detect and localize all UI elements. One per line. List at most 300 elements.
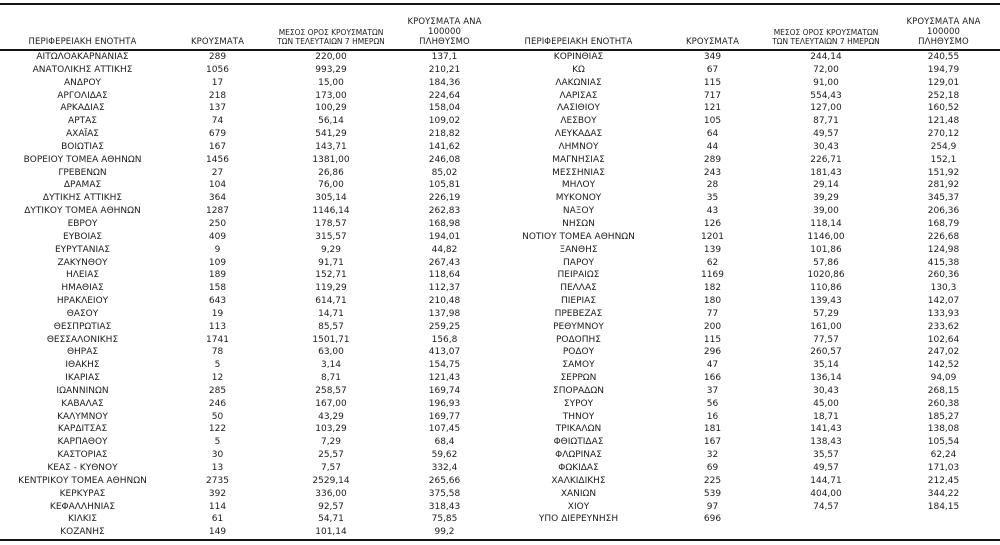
region-cell: ΙΘΑΚΗΣ xyxy=(65,360,100,371)
cases-cell: 364 xyxy=(208,193,227,204)
avg7-cell: 220,00 xyxy=(315,52,347,62)
col-header-per100k-left-line2: ΠΛΗΘΥΣΜΟ xyxy=(419,36,470,47)
cases-cell: 69 xyxy=(706,463,719,473)
cases-cell: 12 xyxy=(211,373,224,384)
avg7-cell: 1020,86 xyxy=(807,270,845,281)
region-cell: ΚΑΡΔΙΤΣΑΣ xyxy=(57,424,108,435)
table-row xyxy=(0,77,1000,90)
region-cell: ΝΑΞΟΥ xyxy=(562,206,595,217)
cases-cell: 35 xyxy=(706,193,719,204)
region-cell: ΣΕΡΡΩΝ xyxy=(560,373,597,384)
cases-cell: 2735 xyxy=(206,475,229,486)
cases-cell: 149 xyxy=(165,526,270,540)
per100k-cell: 169,77 xyxy=(428,411,461,422)
table-row xyxy=(0,205,1000,218)
col-header-per100k-left xyxy=(392,16,497,50)
avg7-cell: 167,00 xyxy=(315,398,347,409)
avg7-cell: 315,57 xyxy=(315,231,347,242)
avg7-cell: 178,57 xyxy=(315,218,347,229)
per100k-cell: 168,98 xyxy=(428,218,461,229)
avg7-cell: 18,71 xyxy=(813,411,839,422)
per100k-cell: 254,9 xyxy=(930,141,957,152)
per100k-cell: 246,08 xyxy=(428,154,461,165)
region-cell: ΤΡΙΚΑΛΩΝ xyxy=(555,424,602,435)
avg7-cell: 1146,14 xyxy=(312,206,350,217)
region-cell: ΚΑΛΥΜΝΟΥ xyxy=(57,411,108,422)
avg7-cell: 258,57 xyxy=(315,385,347,396)
avg7-cell: 15,00 xyxy=(318,77,344,88)
avg7-cell: 1501,71 xyxy=(312,334,350,345)
cases-cell: 56 xyxy=(706,398,719,409)
cases-cell: 17 xyxy=(211,77,224,88)
per100k-cell: 267,43 xyxy=(428,257,461,268)
region-cell: ΣΑΜΟΥ xyxy=(562,360,595,371)
cases-cell: 122 xyxy=(208,424,227,435)
cases-cell: 44 xyxy=(706,141,719,152)
avg7-cell: 127,00 xyxy=(810,103,842,114)
region-cell: ΣΠΟΡΑΔΩΝ xyxy=(553,385,604,396)
region-cell: ΛΗΜΝΟΥ xyxy=(558,141,599,152)
cases-cell: 16 xyxy=(706,411,719,422)
cases-cell: 30 xyxy=(211,450,224,461)
region-cell: ΔΡΑΜΑΣ xyxy=(63,180,102,191)
cases-cell: 392 xyxy=(208,488,227,499)
region-cell: ΤΗΝΟΥ xyxy=(562,411,595,422)
cases-cell: 1056 xyxy=(206,64,229,75)
col-header-region-left xyxy=(0,16,165,50)
cases-cell: 246 xyxy=(208,398,227,409)
region-cell: ΘΕΣΣΑΛΟΝΙΚΗΣ xyxy=(46,334,119,345)
avg7-cell: 144,71 xyxy=(810,475,842,486)
per100k-cell: 224,64 xyxy=(428,90,461,101)
table-row xyxy=(0,346,1000,359)
per100k-cell: 107,45 xyxy=(428,424,461,435)
col-header-avg7-right-line1: ΜΕΣΟΣ ΟΡΟΣ ΚΡΟΥΣΜΑΤΩΝ xyxy=(773,28,879,38)
per100k-cell: 152,1 xyxy=(930,154,957,165)
per100k-cell: 415,38 xyxy=(927,257,960,268)
avg7-cell: 101,14 xyxy=(270,526,392,540)
per100k-cell: 226,19 xyxy=(428,193,461,204)
cases-cell: 539 xyxy=(703,488,722,499)
cases-cell: 167 xyxy=(703,437,722,448)
table-row xyxy=(0,102,1000,115)
table-row xyxy=(0,436,1000,449)
per100k-cell: 138,08 xyxy=(927,424,960,435)
per100k-cell: 112,37 xyxy=(428,283,461,294)
table-row xyxy=(0,501,1000,514)
per100k-cell: 59,62 xyxy=(431,450,458,461)
per100k-cell: 265,66 xyxy=(428,475,461,486)
region-cell: ΣΥΡΟΥ xyxy=(563,398,594,409)
table-body xyxy=(0,50,1000,540)
region-cell: ΑΝΑΤΟΛΙΚΗΣ ΑΤΤΙΚΗΣ xyxy=(32,64,133,75)
avg7-cell: 7,57 xyxy=(320,463,342,473)
per100k-cell: 210,48 xyxy=(428,296,461,307)
col-header-per100k-left-line1: ΚΡΟΥΣΜΑΤΑ ΑΝΑ 100000 xyxy=(407,16,482,37)
region-cell: ΚΕΝΤΡΙΚΟΥ ΤΟΜΕΑ ΑΘΗΝΩΝ xyxy=(18,475,147,486)
table-row xyxy=(0,462,1000,475)
cases-cell: 105 xyxy=(703,116,722,127)
avg7-cell: 85,57 xyxy=(318,321,344,332)
cases-cell: 200 xyxy=(703,321,722,332)
per100k-cell: 171,03 xyxy=(927,463,960,473)
per100k-cell: 281,92 xyxy=(927,180,960,191)
cases-cell: 679 xyxy=(208,129,227,140)
per100k-cell: 252,18 xyxy=(927,90,960,101)
region-cell: ΡΕΘΥΜΝΟΥ xyxy=(553,321,604,332)
cases-cell: 289 xyxy=(208,52,227,62)
avg7-cell: 152,71 xyxy=(315,270,347,281)
avg7-cell: 110,86 xyxy=(810,283,842,294)
per100k-cell: 75,85 xyxy=(431,514,458,525)
avg7-cell: 91,00 xyxy=(813,77,839,88)
table-row xyxy=(0,308,1000,321)
avg7-cell: 993,29 xyxy=(315,64,347,75)
region-cell: ΦΘΙΩΤΙΔΑΣ xyxy=(553,437,604,448)
region-cell: ΡΟΔΟΠΗΣ xyxy=(556,334,601,345)
avg7-cell: 30,43 xyxy=(813,385,839,396)
avg7-cell: 3,14 xyxy=(320,360,342,371)
per100k-cell: 160,52 xyxy=(927,103,960,114)
cases-cell: 113 xyxy=(208,321,227,332)
col-header-region-right xyxy=(497,16,660,50)
table-row xyxy=(0,115,1000,128)
per100k-cell: 168,79 xyxy=(927,218,960,229)
per100k-cell: 137,98 xyxy=(428,308,461,319)
avg7-cell: 9,29 xyxy=(320,244,342,255)
cases-cell: 43 xyxy=(706,206,719,217)
per100k-cell: 102,64 xyxy=(927,334,960,345)
col-header-cases-left xyxy=(165,16,270,50)
cases-cell: 243 xyxy=(703,167,722,178)
avg7-cell: 2529,14 xyxy=(312,475,350,486)
per100k-cell: 184,15 xyxy=(927,501,960,512)
per100k-cell: 129,01 xyxy=(927,77,960,88)
region-cell: ΚΙΛΚΙΣ xyxy=(68,514,97,525)
avg7-cell: 45,00 xyxy=(813,398,839,409)
region-cell: ΚΑΣΤΟΡΙΑΣ xyxy=(57,450,108,461)
per100k-cell: 260,38 xyxy=(927,398,960,409)
avg7-cell: 74,57 xyxy=(813,501,839,512)
per100k-cell: 344,22 xyxy=(927,488,960,499)
cases-cell: 717 xyxy=(703,90,722,101)
cases-cell: 126 xyxy=(703,218,722,229)
cases-cell: 180 xyxy=(703,296,722,307)
per100k-cell: 68,4 xyxy=(434,437,455,448)
cases-cell: 349 xyxy=(703,52,722,62)
region-cell: ΝΗΣΩΝ xyxy=(562,218,595,229)
per100k-cell: 141,62 xyxy=(428,141,461,152)
cases-cell: 5 xyxy=(214,360,221,371)
per100k-cell xyxy=(887,513,1000,526)
table-row xyxy=(0,423,1000,436)
region-cell: ΥΠΟ ΔΙΕΡΕΥΝΗΣΗ xyxy=(538,514,619,525)
avg7-cell: 92,57 xyxy=(318,501,344,512)
cases-cell: 158 xyxy=(208,283,227,294)
table-row xyxy=(0,50,1000,64)
table-row xyxy=(0,141,1000,154)
avg7-cell: 143,71 xyxy=(315,141,347,152)
cases-cell: 114 xyxy=(208,501,227,512)
per100k-cell: 169,74 xyxy=(428,385,461,396)
region-cell: ΒΟΡΕΙΟΥ ΤΟΜΕΑ ΑΘΗΝΩΝ xyxy=(23,154,142,165)
cases-cell: 181 xyxy=(703,424,722,435)
region-cell: ΝΟΤΙΟΥ ΤΟΜΕΑ ΑΘΗΝΩΝ xyxy=(522,231,635,242)
region-cell: ΔΥΤΙΚΟΥ ΤΟΜΕΑ ΑΘΗΝΩΝ xyxy=(24,206,141,217)
cases-cell: 189 xyxy=(208,270,227,281)
avg7-cell: 91,71 xyxy=(318,257,344,268)
region-cell: ΛΑΣΙΘΙΟΥ xyxy=(557,103,600,114)
col-header-cases-right-label: ΚΡΟΥΣΜΑΤΑ xyxy=(685,36,739,47)
region-cell: ΜΕΣΣΗΝΙΑΣ xyxy=(552,167,605,178)
region-cell: ΛΑΚΩΝΙΑΣ xyxy=(555,77,602,88)
regional-cases-table xyxy=(0,16,1000,541)
region-cell: ΛΑΡΙΣΑΣ xyxy=(559,90,598,101)
cases-cell: 643 xyxy=(208,296,227,307)
per100k-cell: 118,64 xyxy=(428,270,461,281)
avg7-cell: 49,57 xyxy=(813,463,839,473)
cases-cell: 77 xyxy=(706,308,719,319)
table-row xyxy=(0,449,1000,462)
table-row xyxy=(0,334,1000,347)
avg7-cell: 100,29 xyxy=(315,103,347,114)
region-cell: ΜΥΚΟΝΟΥ xyxy=(555,193,602,204)
table-row xyxy=(0,154,1000,167)
region-cell: ΧΑΛΚΙΔΙΚΗΣ xyxy=(551,475,606,486)
avg7-cell: 336,00 xyxy=(315,488,347,499)
cases-cell: 62 xyxy=(706,257,719,268)
region-cell: ΑΧΑΪΑΣ xyxy=(66,129,99,140)
avg7-cell: 7,29 xyxy=(320,437,342,448)
region-cell: ΕΥΡΥΤΑΝΙΑΣ xyxy=(55,244,110,255)
avg7-cell: 87,71 xyxy=(813,116,839,127)
region-cell: ΡΟΔΟΥ xyxy=(562,347,595,358)
per100k-cell: 158,04 xyxy=(428,103,461,114)
col-header-region-right-label: ΠΕΡΙΦΕΡΕΙΑΚΗ ΕΝΟΤΗΤΑ xyxy=(524,36,633,47)
cases-cell: 27 xyxy=(211,167,224,178)
cases-cell: 121 xyxy=(703,103,722,114)
cases-cell: 296 xyxy=(703,347,722,358)
region-cell: ΕΒΡΟΥ xyxy=(67,218,98,229)
region-cell: ΛΕΣΒΟΥ xyxy=(560,116,597,127)
per100k-cell: 259,25 xyxy=(428,321,461,332)
table-row xyxy=(0,231,1000,244)
region-cell: ΚΕΡΚΥΡΑΣ xyxy=(59,488,106,499)
avg7-cell: 136,14 xyxy=(810,373,842,384)
cases-cell: 115 xyxy=(703,77,722,88)
per100k-cell: 130,3 xyxy=(930,283,957,294)
avg7-cell: 1146,00 xyxy=(807,231,845,242)
region-cell: ΙΚΑΡΙΑΣ xyxy=(65,373,100,384)
table-row xyxy=(0,64,1000,77)
per100k-cell: 247,02 xyxy=(927,347,960,358)
avg7-cell: 39,00 xyxy=(813,206,839,217)
avg7-cell: 43,29 xyxy=(318,411,344,422)
top-divider xyxy=(0,3,1000,5)
avg7-cell: 541,29 xyxy=(315,129,347,140)
region-cell: ΚΑΒΑΛΑΣ xyxy=(61,398,104,409)
per100k-cell: 332,4 xyxy=(431,463,458,473)
per100k-cell: 413,07 xyxy=(428,347,461,358)
col-header-cases-left-label: ΚΡΟΥΣΜΑΤΑ xyxy=(190,36,244,47)
avg7-cell: 25,57 xyxy=(318,450,344,461)
avg7-cell: 54,71 xyxy=(318,514,344,525)
table-row xyxy=(0,269,1000,282)
avg7-cell: 57,29 xyxy=(813,308,839,319)
per100k-cell: 44,82 xyxy=(431,244,458,255)
region-cell: ΦΛΩΡΙΝΑΣ xyxy=(555,450,602,461)
region-cell: ΓΡΕΒΕΝΩΝ xyxy=(58,167,107,178)
avg7-cell: 260,57 xyxy=(810,347,842,358)
per100k-cell: 184,36 xyxy=(428,77,461,88)
avg7-cell: 141,43 xyxy=(810,424,842,435)
table-row xyxy=(0,257,1000,270)
region-cell: ΠΡΕΒΕΖΑΣ xyxy=(554,308,603,319)
table-row xyxy=(0,321,1000,334)
per100k-cell: 85,02 xyxy=(431,167,458,178)
cases-cell: 115 xyxy=(703,334,722,345)
table-row xyxy=(0,372,1000,385)
region-cell: ΒΟΙΩΤΙΑΣ xyxy=(61,141,104,152)
per100k-cell: 226,68 xyxy=(927,231,960,242)
table-row xyxy=(0,244,1000,257)
avg7-cell: 554,43 xyxy=(810,90,842,101)
table-row xyxy=(0,526,1000,540)
per100k-cell: 105,54 xyxy=(927,437,960,448)
cases-cell: 32 xyxy=(706,450,719,461)
per100k-cell: 345,37 xyxy=(927,193,960,204)
per100k-cell: 133,93 xyxy=(927,308,960,319)
avg7-cell: 56,14 xyxy=(318,116,344,127)
per100k-cell: 105,81 xyxy=(428,180,461,191)
per100k-cell: 151,92 xyxy=(927,167,960,178)
region-cell: ΑΡΤΑΣ xyxy=(68,116,97,127)
cases-cell: 225 xyxy=(703,475,722,486)
region-cell: ΧΑΝΙΩΝ xyxy=(560,488,597,499)
col-header-per100k-right-line1: ΚΡΟΥΣΜΑΤΑ ΑΝΑ 100000 xyxy=(906,16,981,37)
table-row xyxy=(0,513,1000,526)
region-cell: ΗΜΑΘΙΑΣ xyxy=(61,283,104,294)
col-header-avg7-right xyxy=(765,16,887,50)
avg7-cell: 173,00 xyxy=(315,90,347,101)
region-cell: ΔΥΤΙΚΗΣ ΑΤΤΙΚΗΣ xyxy=(42,193,123,204)
region-cell: ΘΗΡΑΣ xyxy=(66,347,99,358)
region-cell: ΖΑΚΥΝΘΟΥ xyxy=(57,257,108,268)
table-row xyxy=(0,282,1000,295)
avg7-cell: 57,86 xyxy=(813,257,839,268)
avg7-cell: 118,14 xyxy=(810,218,842,229)
table-row xyxy=(0,385,1000,398)
avg7-cell: 8,71 xyxy=(320,373,342,384)
cases-cell: 1287 xyxy=(206,206,229,217)
region-cell: ΑΡΚΑΔΙΑΣ xyxy=(60,103,105,114)
region-cell: ΗΡΑΚΛΕΙΟΥ xyxy=(56,296,109,307)
per100k-cell: 99,2 xyxy=(392,526,497,540)
region-cell: ΦΩΚΙΔΑΣ xyxy=(558,463,599,473)
per100k-cell: 233,62 xyxy=(927,321,960,332)
cases-cell: 218 xyxy=(208,90,227,101)
avg7-cell: 35,57 xyxy=(813,450,839,461)
avg7-cell: 29,14 xyxy=(813,180,839,191)
region-cell xyxy=(497,526,660,540)
cases-cell: 139 xyxy=(703,244,722,255)
avg7-cell: 161,00 xyxy=(810,321,842,332)
table-row xyxy=(0,179,1000,192)
region-cell: ΚΕΑΣ - ΚΥΘΝΟΥ xyxy=(47,463,118,473)
cases-cell: 78 xyxy=(211,347,224,358)
table-row xyxy=(0,192,1000,205)
per100k-cell: 240,55 xyxy=(927,52,960,62)
avg7-cell xyxy=(765,526,887,540)
region-cell: ΚΟΡΙΝΘΙΑΣ xyxy=(553,52,604,62)
region-cell: ΗΛΕΙΑΣ xyxy=(65,270,100,281)
cases-cell: 1169 xyxy=(701,270,724,281)
avg7-cell: 139,43 xyxy=(810,296,842,307)
cases-cell: 1201 xyxy=(701,231,724,242)
cases-cell: 166 xyxy=(703,373,722,384)
region-cell: ΚΑΡΠΑΘΟΥ xyxy=(57,437,108,448)
table-row xyxy=(0,295,1000,308)
region-cell: ΙΩΑΝΝΙΝΩΝ xyxy=(56,385,109,396)
avg7-cell: 138,43 xyxy=(810,437,842,448)
region-cell: ΚΕΦΑΛΛΗΝΙΑΣ xyxy=(49,501,116,512)
cases-cell: 696 xyxy=(703,514,722,525)
avg7-cell: 1381,00 xyxy=(312,154,350,165)
cases-cell xyxy=(660,526,765,540)
col-header-cases-right xyxy=(660,16,765,50)
avg7-cell: 14,71 xyxy=(318,308,344,319)
cases-cell: 50 xyxy=(211,411,224,422)
per100k-cell: 206,36 xyxy=(927,206,960,217)
per100k-cell: 194,79 xyxy=(927,64,960,75)
table-row xyxy=(0,411,1000,424)
per100k-cell: 318,43 xyxy=(428,501,461,512)
cases-cell: 28 xyxy=(706,180,719,191)
per100k-cell: 142,52 xyxy=(927,360,960,371)
region-cell: ΑΝΔΡΟΥ xyxy=(63,77,102,88)
header-row xyxy=(0,16,1000,50)
avg7-cell: 101,86 xyxy=(810,244,842,255)
table-row xyxy=(0,167,1000,180)
table-row xyxy=(0,488,1000,501)
region-cell: ΘΑΣΟΥ xyxy=(66,308,99,319)
avg7-cell: 35,14 xyxy=(813,360,839,371)
per100k-cell: 262,83 xyxy=(428,206,461,217)
avg7-cell: 39,29 xyxy=(813,193,839,204)
avg7-cell: 181,43 xyxy=(810,167,842,178)
region-cell: ΠΑΡΟΥ xyxy=(563,257,594,268)
table-row xyxy=(0,475,1000,488)
per100k-cell: 260,36 xyxy=(927,270,960,281)
per100k-cell: 194,01 xyxy=(428,231,461,242)
avg7-cell: 404,00 xyxy=(810,488,842,499)
region-cell: ΕΥΒΟΙΑΣ xyxy=(63,231,102,242)
avg7-cell: 119,29 xyxy=(315,283,347,294)
cases-cell: 64 xyxy=(706,129,719,140)
cases-cell: 1741 xyxy=(206,334,229,345)
region-cell: ΠΙΕΡΙΑΣ xyxy=(560,296,597,307)
region-cell: ΑΡΓΟΛΙΔΑΣ xyxy=(57,90,108,101)
cases-cell: 97 xyxy=(706,501,719,512)
cases-cell: 1456 xyxy=(206,154,229,165)
avg7-cell: 49,57 xyxy=(813,129,839,140)
cases-cell: 67 xyxy=(706,64,719,75)
per100k-cell: 109,02 xyxy=(428,116,461,127)
cases-cell: 9 xyxy=(214,244,221,255)
per100k-cell: 185,27 xyxy=(927,411,960,422)
per100k-cell: 270,12 xyxy=(927,129,960,140)
cases-cell: 285 xyxy=(208,385,227,396)
